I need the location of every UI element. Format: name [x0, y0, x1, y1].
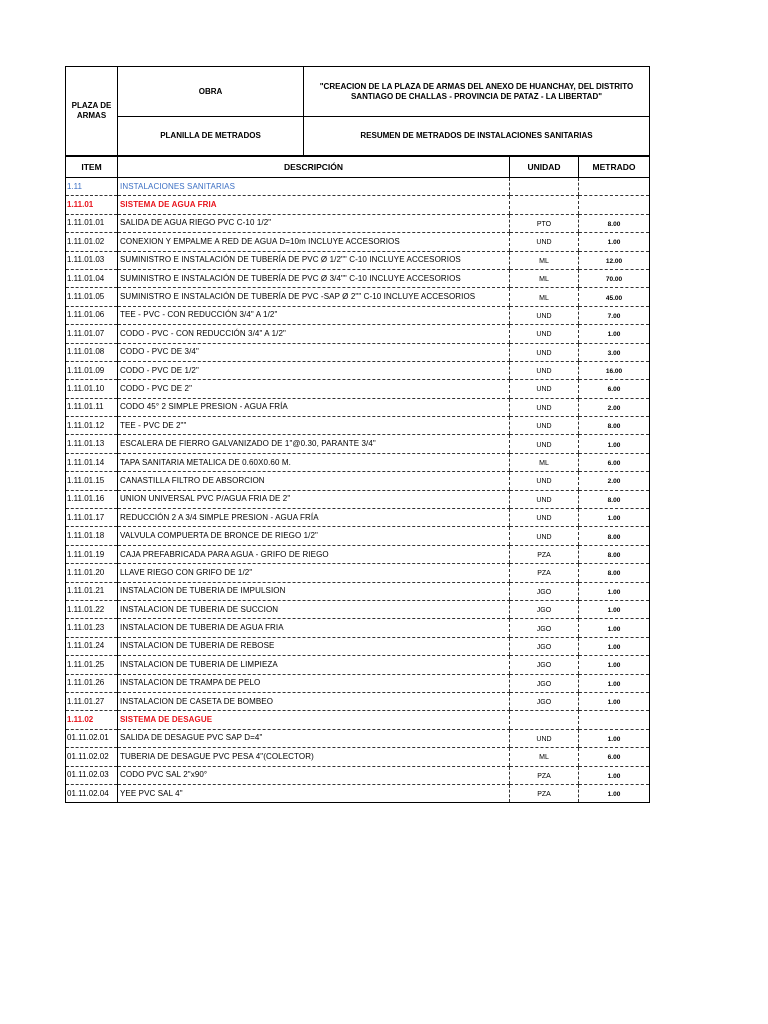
item-code: 1.11.02	[66, 711, 118, 729]
obra-title: "CREACION DE LA PLAZA DE ARMAS DEL ANEXO DE HUANCHAY, DEL DISTRITO SANTIAGO DE CHALLAS - PROVINCIA DE PATAZ - LA LIBERTAD"	[319, 81, 634, 101]
item-code: 1.11.01.20	[66, 564, 118, 582]
item-quantity: 8.00	[579, 214, 650, 232]
obra-label: OBRA	[198, 86, 223, 96]
item-quantity	[579, 196, 650, 214]
table-row	[66, 306, 650, 324]
item-quantity: 1.00	[579, 692, 650, 710]
item-quantity: 70.00	[579, 269, 650, 287]
table-row	[66, 619, 650, 637]
item-description: INSTALACION DE CASETA DE BOMBEO	[118, 692, 510, 710]
item-description: VALVULA COMPUERTA DE BRONCE DE RIEGO 1/2"	[118, 527, 510, 545]
item-code: 1.11.01.03	[66, 251, 118, 269]
item-unit: JGO	[510, 600, 579, 618]
column-header-row	[66, 157, 650, 178]
item-quantity: 1.00	[579, 600, 650, 618]
item-code: 01.11.02.01	[66, 729, 118, 747]
item-quantity: 1.00	[579, 784, 650, 802]
item-quantity	[579, 711, 650, 729]
item-unit: JGO	[510, 619, 579, 637]
table-row	[66, 453, 650, 471]
item-unit: UND	[510, 306, 579, 324]
item-description: INSTALACION DE TUBERIA DE REBOSE	[118, 637, 510, 655]
item-unit: UND	[510, 380, 579, 398]
item-description: CODO - PVC DE 3/4"	[118, 343, 510, 361]
item-code: 01.11.02.02	[66, 748, 118, 766]
table-row	[66, 509, 650, 527]
item-code: 1.11.01.19	[66, 545, 118, 563]
project-area-cell	[66, 67, 118, 156]
item-quantity: 1.00	[579, 582, 650, 600]
item-unit: JGO	[510, 582, 579, 600]
item-description: TAPA SANITARIA METALICA DE 0.60X0.60 M.	[118, 453, 510, 471]
item-code: 1.11.01.08	[66, 343, 118, 361]
table-row	[66, 766, 650, 784]
item-description: SUMINISTRO E INSTALACIÓN DE TUBERÍA DE PVC -SAP Ø 2"" C-10 INCLUYE ACCESORIOS	[118, 288, 510, 306]
item-quantity: 8.00	[579, 527, 650, 545]
table-row	[66, 214, 650, 232]
item-quantity: 1.00	[579, 674, 650, 692]
item-unit: UND	[510, 343, 579, 361]
item-quantity: 8.00	[579, 417, 650, 435]
item-description: INSTALACION DE TUBERIA DE LIMPIEZA	[118, 656, 510, 674]
column-header-description: DESCRIPCIÓN	[118, 157, 510, 178]
items-table	[65, 156, 650, 803]
item-quantity: 1.00	[579, 656, 650, 674]
item-code: 1.11.01.11	[66, 398, 118, 416]
item-description: TUBERIA DE DESAGUE PVC PESA 4"(COLECTOR)	[118, 748, 510, 766]
item-unit: UND	[510, 527, 579, 545]
table-row	[66, 233, 650, 251]
subsection-row	[66, 196, 650, 214]
table-row	[66, 361, 650, 379]
item-code: 1.11.01.26	[66, 674, 118, 692]
item-code: 1.11.01.05	[66, 288, 118, 306]
item-quantity: 8.00	[579, 490, 650, 508]
item-description: INSTALACIONES SANITARIAS	[118, 178, 510, 196]
item-description: CODO - PVC - CON REDUCCIÓN 3/4" A 1/2"	[118, 325, 510, 343]
item-description: LLAVE RIEGO CON GRIFO DE 1/2"	[118, 564, 510, 582]
item-code: 1.11.01.15	[66, 472, 118, 490]
item-quantity: 2.00	[579, 472, 650, 490]
item-unit	[510, 178, 579, 196]
header-table	[65, 66, 650, 156]
item-unit: UND	[510, 233, 579, 251]
item-unit: UND	[510, 729, 579, 747]
table-row	[66, 674, 650, 692]
item-description: INSTALACION DE TRAMPA DE PELO	[118, 674, 510, 692]
item-description: YEE PVC SAL 4"	[118, 784, 510, 802]
column-header-quantity: METRADO	[579, 157, 650, 178]
item-code: 01.11.02.03	[66, 766, 118, 784]
table-row	[66, 656, 650, 674]
item-code: 1.11.01.17	[66, 509, 118, 527]
planilla-label-cell	[118, 117, 304, 156]
column-header-item: ITEM	[66, 157, 118, 178]
item-code: 1.11.01.16	[66, 490, 118, 508]
item-unit: PZA	[510, 545, 579, 563]
item-quantity: 1.00	[579, 325, 650, 343]
resumen-label-cell	[304, 117, 650, 156]
item-description: INSTALACION DE TUBERIA DE SUCCION	[118, 600, 510, 618]
table-row	[66, 325, 650, 343]
item-unit: UND	[510, 417, 579, 435]
item-description: TEE - PVC - CON REDUCCIÓN 3/4" A 1/2"	[118, 306, 510, 324]
item-description: CANASTILLA FILTRO DE ABSORCION	[118, 472, 510, 490]
item-quantity: 1.00	[579, 729, 650, 747]
planilla-label: PLANILLA DE METRADOS	[160, 131, 261, 140]
item-quantity: 3.00	[579, 343, 650, 361]
item-code: 1.11.01.14	[66, 453, 118, 471]
item-code: 1.11.01.27	[66, 692, 118, 710]
table-row	[66, 435, 650, 453]
item-code: 1.11.01.24	[66, 637, 118, 655]
item-quantity: 1.00	[579, 766, 650, 784]
obra-label-cell	[118, 67, 304, 117]
item-quantity: 1.00	[579, 435, 650, 453]
item-code: 1.11.01.09	[66, 361, 118, 379]
item-quantity: 2.00	[579, 398, 650, 416]
item-unit: ML	[510, 453, 579, 471]
table-row	[66, 472, 650, 490]
item-unit: PZA	[510, 784, 579, 802]
item-unit: ML	[510, 251, 579, 269]
table-row	[66, 600, 650, 618]
item-description: SALIDA DE AGUA RIEGO PVC C-10 1/2"	[118, 214, 510, 232]
table-row	[66, 545, 650, 563]
item-description: UNION UNIVERSAL PVC P/AGUA FRIA DE 2"	[118, 490, 510, 508]
item-code: 1.11.01.02	[66, 233, 118, 251]
item-code: 1.11.01.25	[66, 656, 118, 674]
item-quantity: 12.00	[579, 251, 650, 269]
item-code: 1.11.01.21	[66, 582, 118, 600]
item-code: 1.11.01.13	[66, 435, 118, 453]
item-unit: JGO	[510, 637, 579, 655]
item-description: ESCALERA DE FIERRO GALVANIZADO DE 1"@0.30, PARANTE 3/4"	[118, 435, 510, 453]
item-unit: UND	[510, 435, 579, 453]
item-unit: JGO	[510, 674, 579, 692]
item-unit: JGO	[510, 656, 579, 674]
item-code: 1.11.01.07	[66, 325, 118, 343]
item-code: 01.11.02.04	[66, 784, 118, 802]
item-unit	[510, 711, 579, 729]
table-row	[66, 582, 650, 600]
item-unit: ML	[510, 269, 579, 287]
item-description: CODO - PVC DE 2"	[118, 380, 510, 398]
project-area-label: PLAZA DE ARMAS	[71, 101, 112, 120]
item-code: 1.11.01.18	[66, 527, 118, 545]
item-description: TEE - PVC DE 2""	[118, 417, 510, 435]
item-quantity: 1.00	[579, 637, 650, 655]
item-description: INSTALACION DE TUBERIA DE AGUA FRIA	[118, 619, 510, 637]
item-code: 1.11.01.23	[66, 619, 118, 637]
item-quantity: 16.00	[579, 361, 650, 379]
item-unit: UND	[510, 325, 579, 343]
table-row	[66, 288, 650, 306]
item-description: SUMINISTRO E INSTALACIÓN DE TUBERÍA DE PVC Ø 3/4"" C-10 INCLUYE ACCESORIOS	[118, 269, 510, 287]
item-quantity: 1.00	[579, 509, 650, 527]
item-quantity: 6.00	[579, 380, 650, 398]
table-row	[66, 417, 650, 435]
item-code: 1.11.01.04	[66, 269, 118, 287]
item-code: 1.11.01.10	[66, 380, 118, 398]
resumen-label: RESUMEN DE METRADOS DE INSTALACIONES SANITARIAS	[360, 131, 593, 140]
item-description: INSTALACION DE TUBERIA DE IMPULSION	[118, 582, 510, 600]
item-unit: JGO	[510, 692, 579, 710]
item-code: 1.11.01.06	[66, 306, 118, 324]
table-row	[66, 490, 650, 508]
item-description: CODO - PVC DE 1/2"	[118, 361, 510, 379]
item-code: 1.11.01.22	[66, 600, 118, 618]
item-quantity: 7.00	[579, 306, 650, 324]
item-description: CONEXION Y EMPALME A RED DE AGUA D=10m INCLUYE ACCESORIOS	[118, 233, 510, 251]
table-row	[66, 380, 650, 398]
item-unit: PZA	[510, 564, 579, 582]
item-quantity: 1.00	[579, 619, 650, 637]
item-quantity: 6.00	[579, 748, 650, 766]
item-description: SALIDA DE DESAGUE PVC SAP D=4"	[118, 729, 510, 747]
item-description: SISTEMA DE DESAGUE	[118, 711, 510, 729]
item-unit: ML	[510, 288, 579, 306]
item-code: 1.11.01.01	[66, 214, 118, 232]
item-description: CAJA PREFABRICADA PARA AGUA - GRIFO DE RIEGO	[118, 545, 510, 563]
item-unit: UND	[510, 361, 579, 379]
item-description: CODO 45° 2 SIMPLE PRESION - AGUA FRÍA	[118, 398, 510, 416]
item-unit: PTO	[510, 214, 579, 232]
item-code: 1.11.01	[66, 196, 118, 214]
table-row	[66, 269, 650, 287]
item-description: SUMINISTRO E INSTALACIÓN DE TUBERÍA DE PVC Ø 1/2"" C-10 INCLUYE ACCESORIOS	[118, 251, 510, 269]
item-quantity: 8.00	[579, 545, 650, 563]
section-row	[66, 178, 650, 196]
table-row	[66, 398, 650, 416]
item-quantity: 6.00	[579, 453, 650, 471]
table-row	[66, 527, 650, 545]
item-unit	[510, 196, 579, 214]
item-unit: ML	[510, 748, 579, 766]
table-row	[66, 343, 650, 361]
item-unit: UND	[510, 398, 579, 416]
item-description: SISTEMA DE AGUA FRIA	[118, 196, 510, 214]
metrados-sheet	[65, 66, 649, 803]
obra-title-cell	[304, 67, 650, 117]
item-description: REDUCCIÓN 2 A 3/4 SIMPLE PRESION - AGUA FRÍA	[118, 509, 510, 527]
item-code: 1.11	[66, 178, 118, 196]
table-row	[66, 637, 650, 655]
item-quantity	[579, 178, 650, 196]
table-row	[66, 729, 650, 747]
item-code: 1.11.01.12	[66, 417, 118, 435]
item-unit: UND	[510, 490, 579, 508]
table-row	[66, 564, 650, 582]
column-header-unit: UNIDAD	[510, 157, 579, 178]
item-quantity: 8.00	[579, 564, 650, 582]
table-row	[66, 784, 650, 802]
items-body	[66, 178, 650, 803]
item-quantity: 1.00	[579, 233, 650, 251]
subsection-row	[66, 711, 650, 729]
table-row	[66, 748, 650, 766]
item-quantity: 45.00	[579, 288, 650, 306]
item-unit: PZA	[510, 766, 579, 784]
table-row	[66, 692, 650, 710]
item-unit: UND	[510, 509, 579, 527]
item-description: CODO PVC SAL 2"x90°	[118, 766, 510, 784]
table-row	[66, 251, 650, 269]
item-unit: UND	[510, 472, 579, 490]
